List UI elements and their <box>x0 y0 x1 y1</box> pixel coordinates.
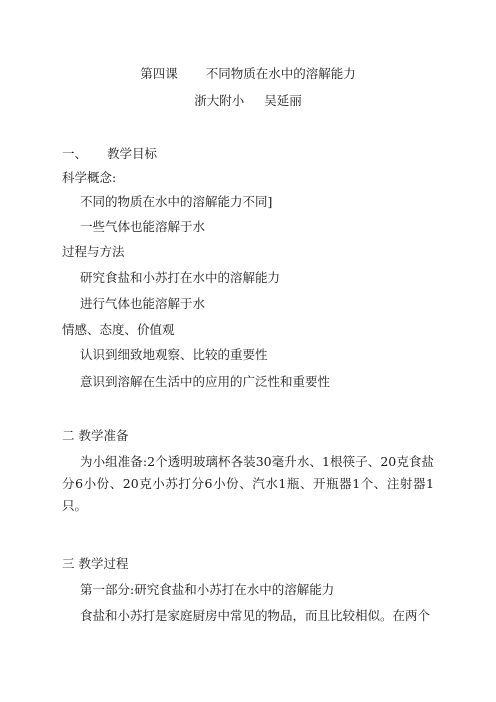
process-item: 进行气体也能溶解于水 <box>80 296 206 311</box>
section2-paragraph: 为小组准备:2个透明玻璃杯各装30毫升水、1根筷子、20克食盐分6小份、20克小苏打分6小份、汽水1瓶、开瓶器1个、注射器1只。 <box>62 454 434 513</box>
attitude-label: 情感、态度、价值观 <box>62 322 175 337</box>
author-name: 吴延丽 <box>264 93 302 108</box>
process-label: 过程与方法 <box>62 244 125 259</box>
author-line <box>0 93 496 109</box>
lesson-title-line <box>0 66 496 82</box>
concept-item: 一些气体也能溶解于水 <box>80 219 206 234</box>
attitude-item: 认识到细致地观察、比较的重要性 <box>80 347 268 362</box>
lesson-title: 不同物质在水中的溶解能力 <box>205 66 356 81</box>
attitude-item: 意识到溶解在生活中的应用的广泛性和重要性 <box>80 374 331 389</box>
section2-heading: 二 教学准备 <box>62 428 129 443</box>
lesson-number: 第四课 <box>140 66 178 81</box>
section3-part1: 第一部分:研究食盐和小苏打在水中的溶解能力 <box>80 582 335 597</box>
section1-heading: 一、 教学目标 <box>62 146 158 161</box>
section3-heading: 三 教学过程 <box>62 556 129 571</box>
concept-label: 科学概念: <box>62 170 117 185</box>
section3-paragraph: 食盐和小苏打是家庭厨房中常见的物品，而且比较相似。在两个 <box>80 608 431 623</box>
concept-item: 不同的物质在水中的溶解能力不同] <box>80 194 273 209</box>
process-item: 研究食盐和小苏打在水中的溶解能力 <box>80 270 281 285</box>
school-name: 浙大附小 <box>194 93 245 108</box>
